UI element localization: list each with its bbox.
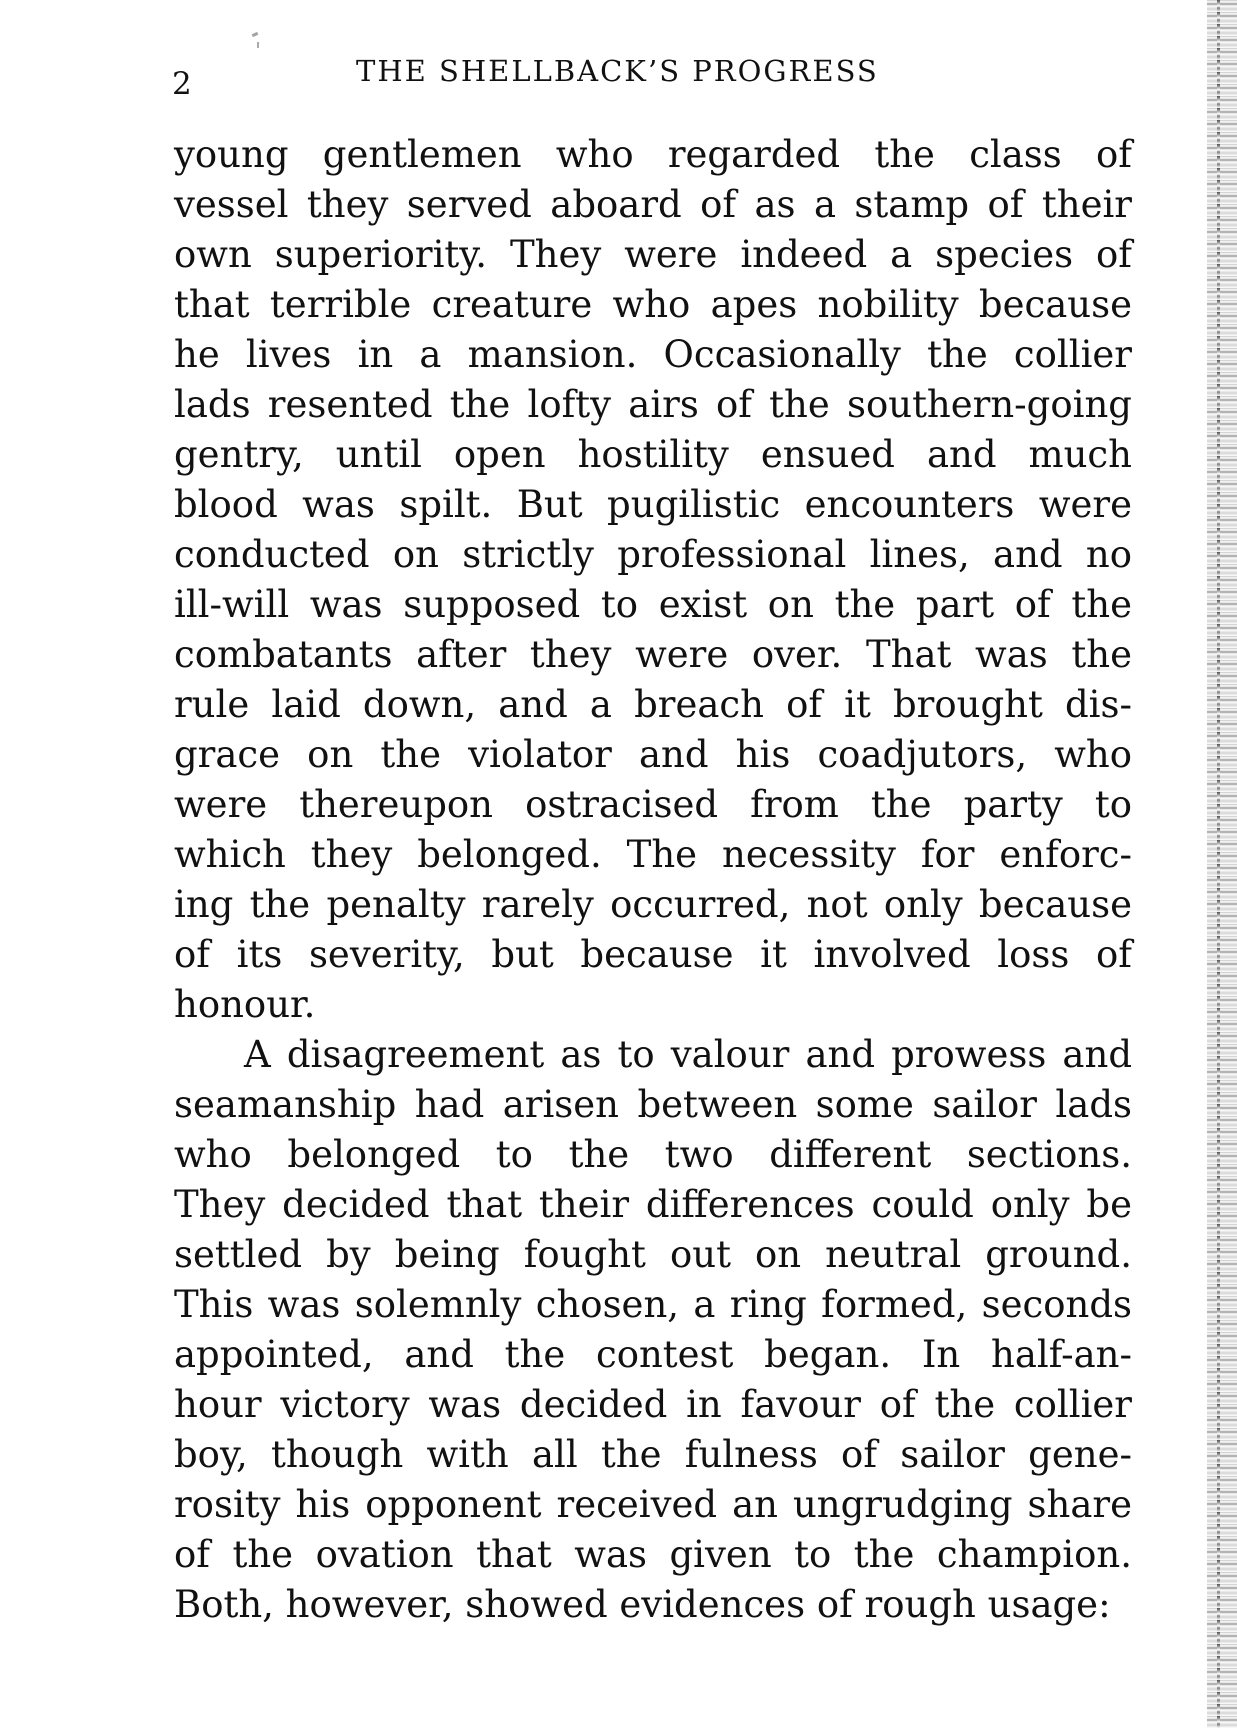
text-line: rule laid down, and a breach of it brought dis- (174, 683, 1132, 726)
text-line: own superiority. They were indeed a species of (174, 233, 1132, 276)
text-line: lads resented the lofty airs of the southern-going (174, 383, 1132, 426)
text-line: Both, however, showed evidences of rough usage: (174, 1583, 1111, 1626)
text-line: ill-will was supposed to exist on the part of the (174, 583, 1132, 626)
text-line-indented: A disagreement as to valour and prowess and (244, 1033, 1132, 1076)
text-line: vessel they served aboard of as a stamp of their (174, 183, 1132, 226)
text-line: which they belonged. The necessity for enforc- (174, 833, 1132, 876)
text-line: of its severity, but because it involved loss of (174, 933, 1132, 976)
body-text (174, 130, 1132, 1630)
text-line: honour. (174, 983, 316, 1026)
text-line: combatants after they were over. That was the (174, 633, 1132, 676)
text-line: young gentlemen who regarded the class of (174, 133, 1132, 176)
text-line: he lives in a mansion. Occasionally the collier (174, 333, 1132, 376)
text-line: They decided that their differences could only be (174, 1183, 1132, 1226)
binding-gutter (1207, 0, 1237, 1728)
text-line: boy, though with all the fulness of sailor gene- (174, 1433, 1132, 1476)
ink-smudge-mark (252, 32, 259, 37)
text-line: This was solemnly chosen, a ring formed, seconds (174, 1283, 1132, 1326)
text-line: ing the penalty rarely occurred, not only because (174, 883, 1132, 926)
text-line: conducted on strictly professional lines, and no (174, 533, 1132, 576)
text-line: gentry, until open hostility ensued and much (174, 433, 1132, 476)
text-line: seamanship had arisen between some sailor lads (174, 1083, 1132, 1126)
text-line: that terrible creature who apes nobility because (174, 283, 1132, 326)
text-line: rosity his opponent received an ungrudging share (174, 1483, 1132, 1526)
text-line: who belonged to the two different sections. (174, 1133, 1132, 1176)
page-number: 2 (172, 66, 193, 102)
text-line: hour victory was decided in favour of the collier (174, 1383, 1132, 1426)
text-line: blood was spilt. But pugilistic encounters were (174, 483, 1132, 526)
text-line: appointed, and the contest began. In half-an- (174, 1333, 1132, 1376)
ink-smudge-mark (257, 42, 259, 48)
running-title: THE SHELLBACK’S PROGRESS (356, 54, 879, 88)
text-line: grace on the violator and his coadjutors, who (174, 733, 1132, 776)
text-line: of the ovation that was given to the champion. (174, 1533, 1132, 1576)
text-line: settled by being fought out on neutral ground. (174, 1233, 1132, 1276)
text-line: were thereupon ostracised from the party to (174, 783, 1132, 826)
